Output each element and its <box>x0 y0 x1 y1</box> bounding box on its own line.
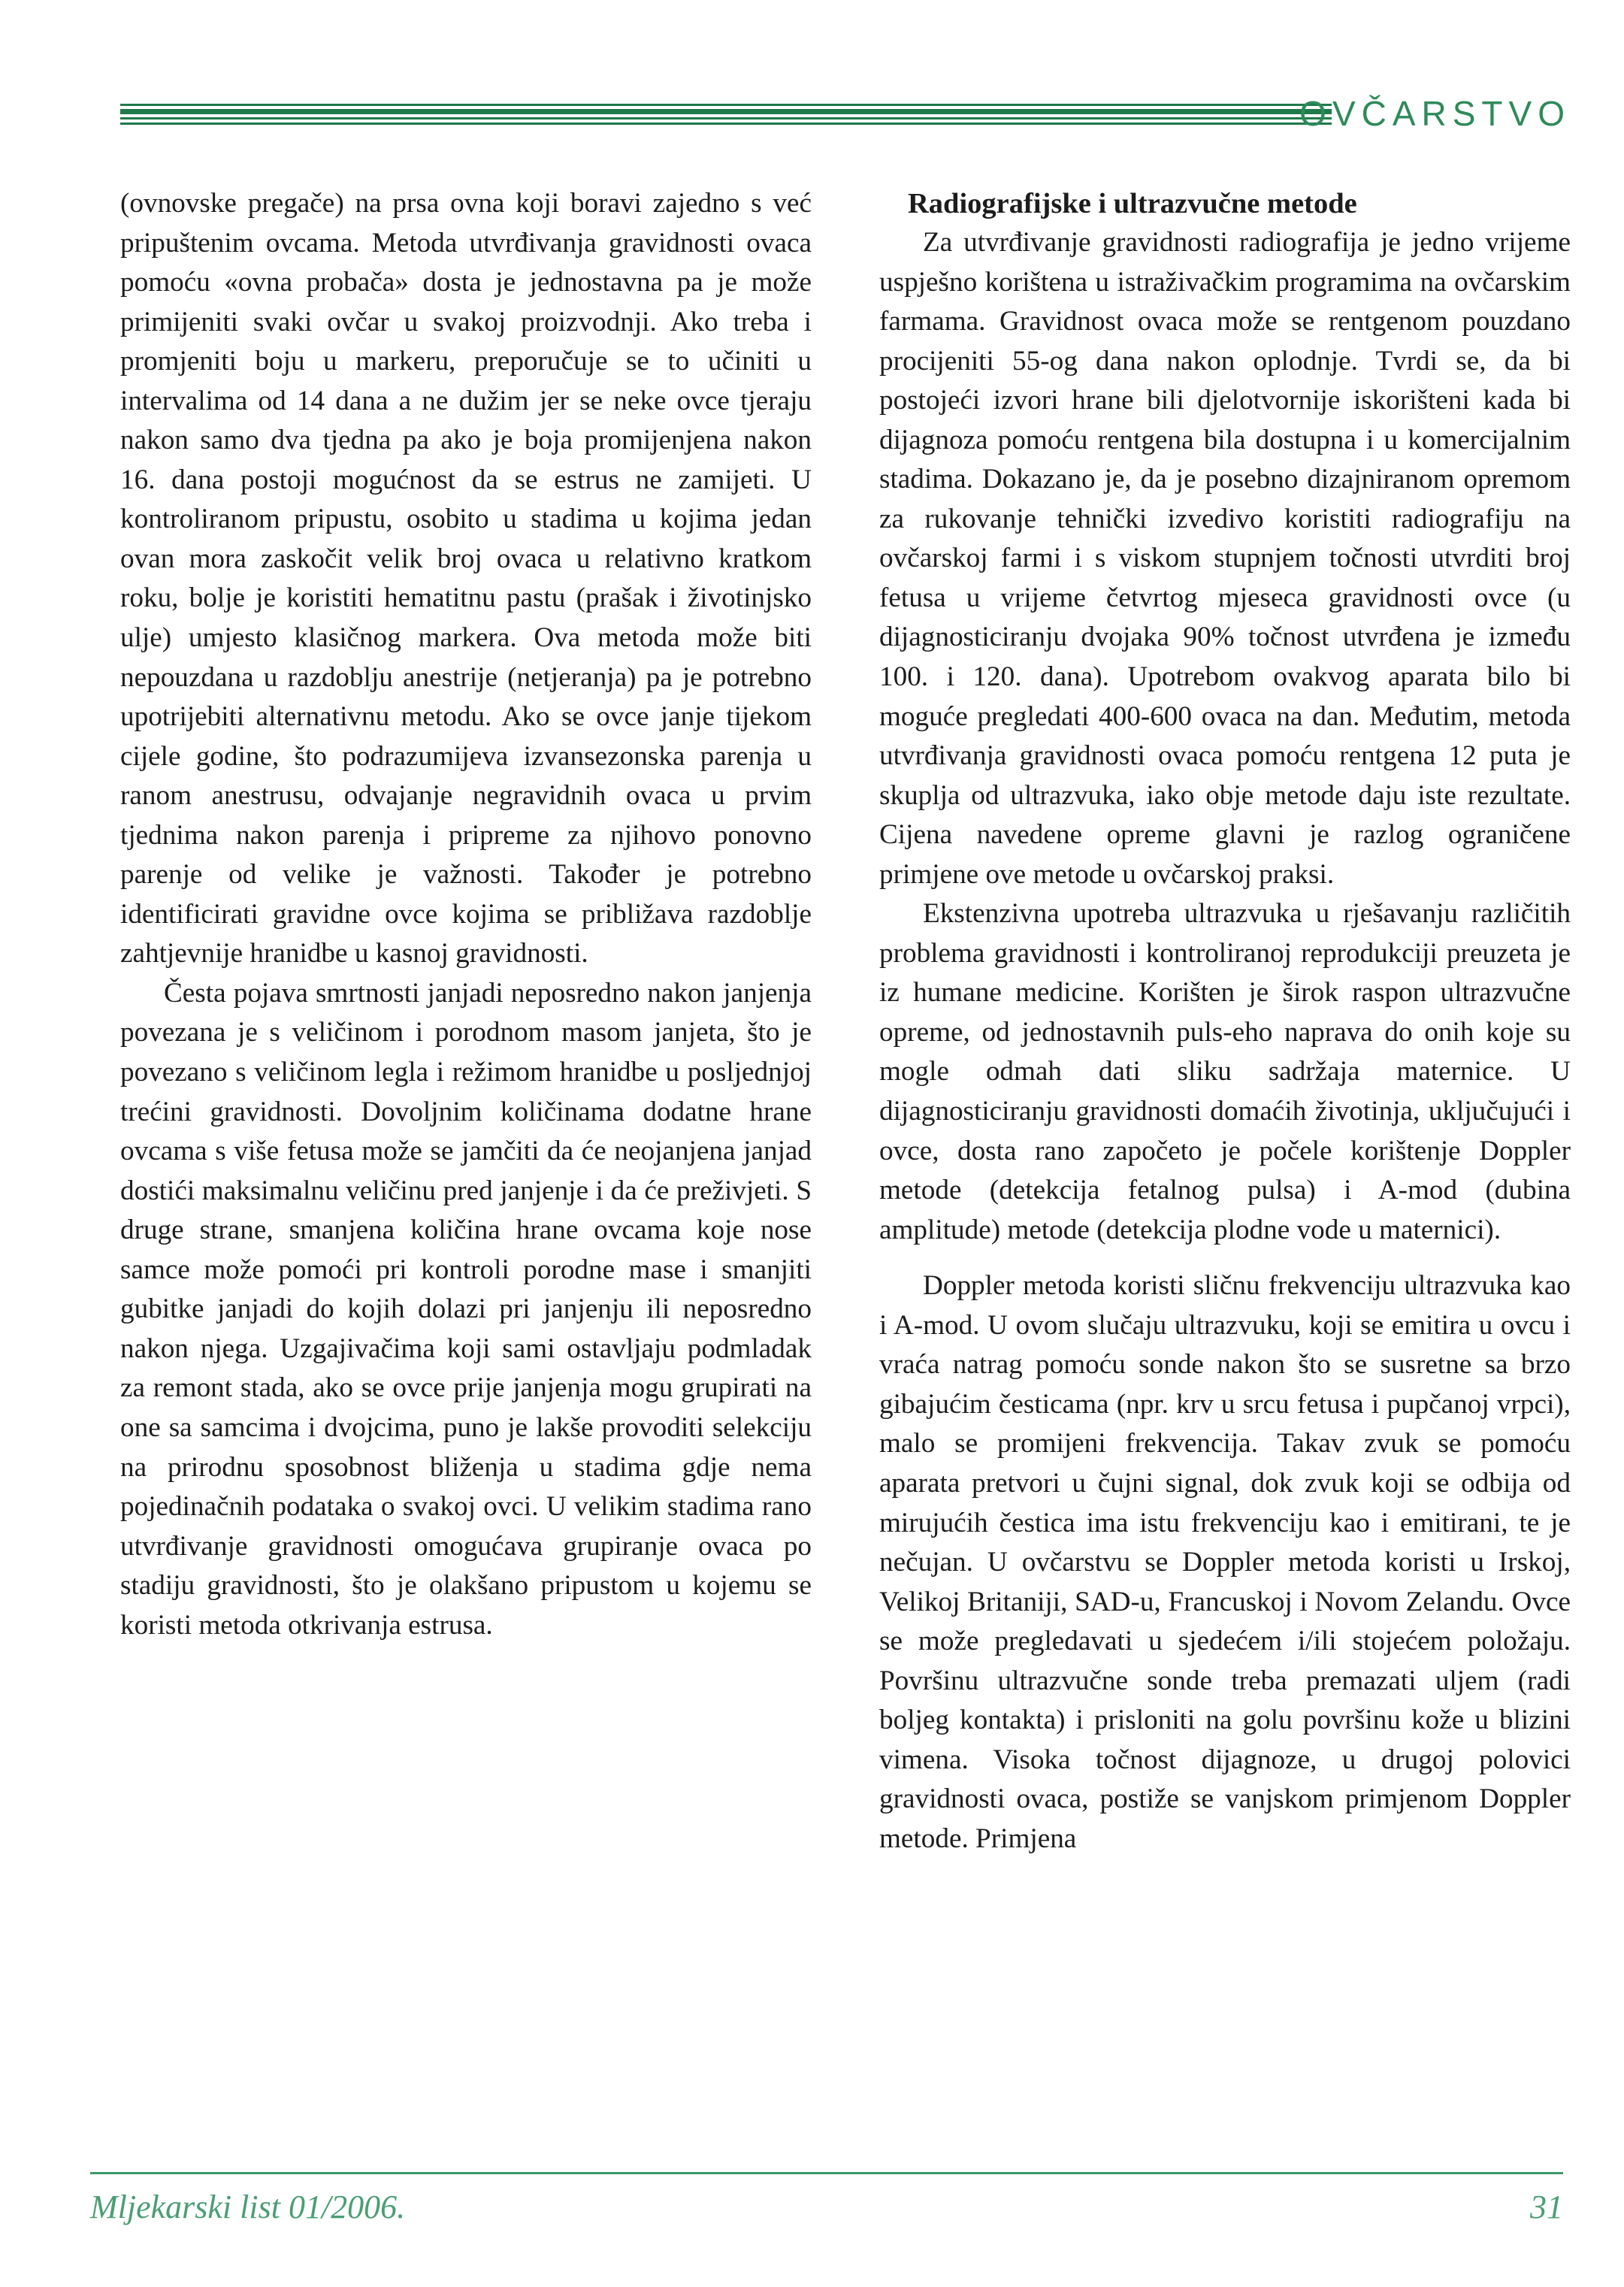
paragraph: Za utvrđivanje gravidnosti radiografija je jedno vrijeme uspješno korištena u istraživačkim programima na ovčarskim farmama. Gravidnost ovaca može se rentgenom pouzdano procijeniti 55-og dana nakon oplodnje. Tvrdi se, da bi postojeći izvori hrane bili djelotvornije iskorišteni kada bi dijagnoza pomoću rentgena bila dostupna i u komercijalnim stadima. Dokazano je, da je posebno dizajniranom opremom za rukovanje tehnički izvedivo koristiti radiografiju na ovčarskoj farmi i s viskom stupnjem točnosti utvrditi broj fetusa u vrijeme četvrtog mjeseca gravidnosti ovce (u dijagnosticiranju dvojaka 90% točnost utvrđena je između 100. i 120. dana). Upotrebom ovakvog aparata bilo bi moguće pregledati 400-600 ovaca na dan. Međutim, metoda utvrđivanja gravidnosti ovaca pomoću rentgena 12 puta je skuplja od ultrazvuka, iako obje metode daju iste rezultate. Cijena navedene opreme glavni je razlog ograničene primjene ove metode u ovčarskoj praksi. <box>879 227 1571 890</box>
right-column <box>879 184 1571 1859</box>
header-rule <box>120 104 1332 128</box>
page-header <box>120 90 1571 143</box>
paragraph: Česta pojava smrtnosti janjadi neposredno nakon janjenja povezana je s veličinom i porodnom masom janjeta, što je povezano s veličinom legla i režimom hranidbe u posljednjoj trećini gravidnosti. Dovoljnim količinama dodatne hrane ovcama s više fetusa može se jamčiti da će neojanjena janjad dostići maksimalnu veličinu pred janjenje i da će preživjeti. S druge strane, smanjena količina hrane ovcama koje nose samce može pomoći pri kontroli porodne mase i smanjiti gubitke janjadi do kojih dolazi pri janjenju ili neposredno nakon njega. Uzgajivačima koji sami ostavljaju podmladak za remont stada, ako se ovce prije janjenja mogu grupirati na one sa samcima i dvojcima, puno je lakše provoditi selekciju na prirodnu sposobnost bliženja u stadima gdje nema pojedinačnih podataka o svakoj ovci. U velikim stadima rano utvrđivanje gravidnosti omogućava grupiranje ovaca po stadiju gravidnosti, što je olakšano pripustom u kojemu se koristi metoda otkrivanja estrusa. <box>120 977 812 1641</box>
page-footer <box>90 2172 1563 2225</box>
section-heading: Radiografijske i ultrazvučne metode <box>908 188 1357 219</box>
paragraph: Ekstenzivna upotreba ultrazvuka u rješavanju različitih problema gravidnosti i kontroliranoj reprodukciji preuzeta je iz humane medicine. Korišten je širok raspon ultrazvučne opreme, od jednostavnih puls-eho naprava do onih koje su mogle odmah dati sliku sadržaja maternice. U dijagnosticiranju gravidnosti domaćih životinja, uključujući i ovce, dosta rano započeto je počele korištenje Doppler metode (detekcija fetalnog pulsa) i A-mod (dubina amplitude) metode (detekcija plodne vode u maternici). <box>879 898 1571 1245</box>
paragraph: Doppler metoda koristi sličnu frekvenciju ultrazvuka kao i A-mod. U ovom slučaju ultrazvuku, koji se emitira u ovcu i vraća natrag pomoću sonde nakon što se susretne sa brzo gibajućim česticama (npr. krv u srcu fetusa i pupčanoj vrpci), malo se promijeni frekvencija. Takav zvuk se pomoću aparata pretvori u čujni signal, dok zvuk koji se odbija od mirujućih čestica ima istu frekvenciju kao i emitirani, te je nečujan. U ovčarstvu se Doppler metoda koristi u Irskoj, Velikoj Britaniji, SAD-u, Francuskoj i Novom Zelandu. Ovce se može pregledavati u sjedećem i/ili stojećem položaju. Površinu ultrazvučne sonde treba premazati uljem (radi boljeg kontakta) i prisloniti na golu površinu kože u blizini vimena. Visoka točnost dijagnoze, u drugoj polovici gravidnosti ovaca, postiže se vanjskom primjenom Doppler metode. Primjena <box>879 1270 1571 1854</box>
section-label: OVČARSTVO <box>1299 94 1571 133</box>
paragraph: (ovnovske pregače) na prsa ovna koji boravi zajedno s već pripuštenim ovcama. Metoda utvrđivanja gravidnosti ovaca pomoću «ovna probača» dosta je jednostavna pa je može primijeniti svaki ovčar u svakoj proizvodnji. Ako treba i promjeniti boju u markeru, preporučuje se to učiniti u intervalima od 14 dana a ne dužim jer se neke ovce tjeraju nakon samo dva tjedna pa ako je boja promijenjena nakon 16. dana postoji mogućnost da se estrus ne zamijeti. U kontroliranom pripustu, osobito u stadima u kojima jedan ovan mora zaskočit velik broj ovaca u relativno kratkom roku, bolje je koristiti hematitnu pastu (prašak i životinjsko ulje) umjesto klasičnog markera. Ova metoda može biti nepouzdana u razdoblju anestrije (netjeranja) pa je potrebno upotrijebiti alternativnu metodu. Ako se ovce janje tijekom cijele godine, što podrazumijeva izvansezonska parenja u ranom anestrusu, odvajanje negravidnih ovaca u prvim tjednima nakon parenja i pripreme za njihovo ponovno parenje od velike je važnosti. Također je potrebno identificirati gravidne ovce kojima se približava razdoblje zahtjevnije hranidbe u kasnoj gravidnosti. <box>120 188 812 970</box>
journal-citation: Mljekarski list 01/2006. <box>90 2189 406 2225</box>
page-number: 31 <box>1530 2189 1563 2225</box>
left-column <box>120 184 812 1645</box>
